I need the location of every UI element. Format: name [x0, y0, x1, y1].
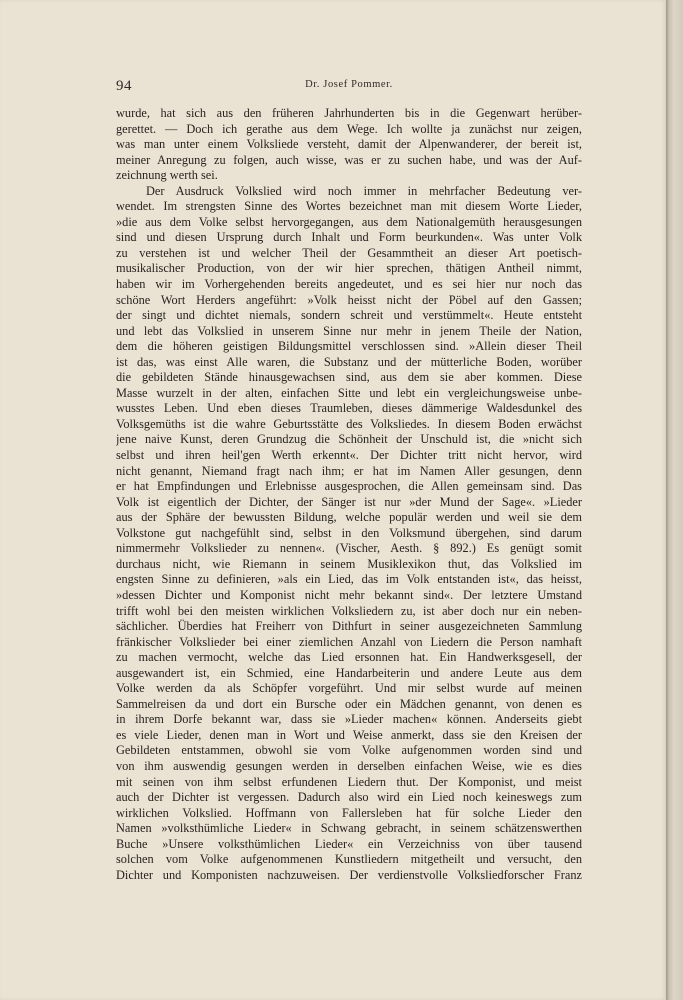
text-line: zu verstehen ist und welcher Theil der Gesammtheit an dieser Art poetisch-: [116, 245, 582, 260]
text-line: sind und diesen Ursprung durch Inhalt und Form beurkunden«. Was unter Volk: [116, 230, 582, 245]
text-line: auch der Dichter ist vergessen. Dadurch also wird ein Lied noch keineswegs zum: [116, 790, 582, 805]
text-line: in ihrem Dorfe bekannt war, dass sie »Lieder machen« können. Anderseits giebt: [116, 712, 582, 727]
text-line: Namen »volksthümliche Lieder« in Schwang gebracht, in seinem schätzenswerthen: [116, 821, 582, 836]
text-line: Gebildeten entstammen, obwohl sie vom Volke aufgenommen worden sind und: [116, 743, 582, 758]
page-number: 94: [116, 78, 132, 94]
text-line: Buche »Unsere volksthümlichen Lieder« ein Verzeichniss von über tausend: [116, 836, 582, 851]
text-line: »dessen Dichter und Komponist nicht mehr bekannt sind«. Der letztere Umstand: [116, 587, 582, 602]
text-line: die gebildeten Stände hinausgewachsen sind, aus dem sie aber kommen. Diese: [116, 370, 582, 385]
text-line: »die aus dem Volke selbst hervorgegangen, aus dem Nationalgemüth herausgesungen: [116, 214, 582, 229]
text-line: solchen vom Volke aufgenommenen Kunstliedern mitgetheilt und versucht, den: [116, 852, 582, 867]
text-line: zeichnung werth sei.: [116, 168, 218, 183]
text-line: wendet. Im strengsten Sinne des Wortes bezeichnet man mit diesem Worte Lieder,: [116, 199, 582, 214]
text-line: Sammelreisen da und dort ein Bursche oder ein Mädchen genannt, von denen es: [116, 696, 582, 711]
text-line: Dichter und Komponisten nachzuweisen. Der verdienstvolle Volksliedforscher Franz: [116, 867, 582, 882]
text-line: ausgewandert ist, ein Schmied, eine Handarbeiterin und andere Leute aus dem: [116, 665, 582, 680]
text-line: Volkstone gut nachgefühlt sind, selbst in den Volksmund übergehen, sind darum: [116, 525, 582, 540]
text-line: Volke werden da als Schöpfer vorgeführt. Und mir selbst wurde auf meinen: [116, 681, 582, 696]
text-line: jene naive Kunst, deren Grundzug die Schönheit der Unschuld ist, die »nicht sich: [116, 432, 582, 447]
text-line: fränkischer Volkslieder bei einer ziemlichen Anzahl von Liedern die Person namhaft: [116, 634, 582, 649]
text-line: der singt und dichtet niemals, sondern schreit und verstümmelt«. Heute entsteht: [116, 308, 582, 323]
text-line: von ihm auswendig gesungen werden in derselben einfachen Weise, wie es dies: [116, 758, 582, 773]
text-line: dem die höheren geistigen Bildungsmittel verschlossen sind. »Allein dieser Theil: [116, 339, 582, 354]
text-line: wusstes Leben. Und eben dieses Traumleben, dieses dämmerige Waldesdunkel des: [116, 401, 582, 416]
body-text: [116, 106, 582, 883]
page-edge: [666, 0, 683, 1000]
text-line: engsten Sinne zu definieren, »als ein Lied, das im Volk entstanden ist«, das heisst,: [116, 572, 582, 587]
text-line: es viele Lieder, denen man in Wort und Weise anmerkt, dass sie den Kreisen der: [116, 727, 582, 742]
text-line: Volksgemüths ist die wahre Geburtsstätte des Volksliedes. In diesem Boden erwächst: [116, 416, 582, 431]
text-line: Volk ist eigentlich der Dichter, der Sänger ist nur »der Mund der Sage«. »Lieder: [116, 494, 582, 509]
text-line: musikalischer Production, von der wir hier sprechen, thätigen Antheil nimmt,: [116, 261, 582, 276]
text-line: gerettet. — Doch ich gerathe aus dem Wege. Ich wollte ja zunächst nur zeigen,: [116, 121, 582, 136]
text-line: schöne Wort Herders angeführt: »Volk heisst nicht der Pöbel auf den Gassen;: [116, 292, 582, 307]
text-line: durchaus nicht, wie Riemann in seinem Musiklexikon thut, das Volkslied im: [116, 556, 582, 571]
text-line: aus der Sphäre der bewussten Bildung, welche populär werden und weil sie dem: [116, 510, 582, 525]
text-line: wirklichen Volkslied. Hoffmann von Fallersleben hat für solche Lieder den: [116, 805, 582, 820]
text-line: er hat Empfindungen und Erlebnisse ausgesprochen, die Allen gemeinsam sind. Das: [116, 479, 582, 494]
text-line: nimmermehr Volkslieder zu nennen«. (Vischer, Aesth. § 892.) Es genügt somit: [116, 541, 582, 556]
text-line: mit seinen von ihm selbst erfundenen Liedern thut. Der Komponist, und meist: [116, 774, 582, 789]
text-line: und lebt das Volkslied in unserem Sinne nur mehr in jenem Theile der Nation,: [116, 323, 582, 338]
running-head: Dr. Josef Pommer.: [305, 79, 393, 90]
text-line: zu machen vermocht, welche das Lied ersonnen hat. Ein Handwerksgesell, der: [116, 650, 582, 665]
text-line: trifft wohl bei den meisten wirklichen Volksliedern zu, ist aber doch nur ein neben-: [116, 603, 582, 618]
text-line: nicht genannt, Niemand fragt nach ihm; er hat im Namen Aller gesungen, denn: [116, 463, 582, 478]
text-line: haben wir im Vorhergehenden bereits angedeutet, und es sei hier nur noch das: [116, 277, 582, 292]
text-line: Der Ausdruck Volkslied wird noch immer in mehrfacher Bedeutung ver-: [146, 183, 582, 198]
page-header: [116, 78, 582, 98]
text-line: meiner Anregung zu folgen, auch wisse, was er zu suchen habe, und was der Auf-: [116, 152, 582, 167]
text-line: selbst und ihren heil'gen Werth erkennt«. Der Dichter tritt nicht hervor, wird: [116, 448, 582, 463]
text-line: was man unter einem Volksliede versteht, damit der Alpenwanderer, der bereit ist,: [116, 137, 582, 152]
text-line: wurde, hat sich aus den früheren Jahrhunderten bis in die Gegenwart herüber-: [116, 106, 582, 120]
text-line: Masse wurzelt in der alten, einfachen Sitte und lebt ein vergleichungsweise unbe-: [116, 385, 582, 400]
text-line: sächlicher. Überdies hat Freiherr von Dithfurt in seiner ausgezeichneten Sammlung: [116, 619, 582, 634]
text-line: ist das, was einst Alle waren, die Substanz und der mütterliche Boden, worüber: [116, 354, 582, 369]
